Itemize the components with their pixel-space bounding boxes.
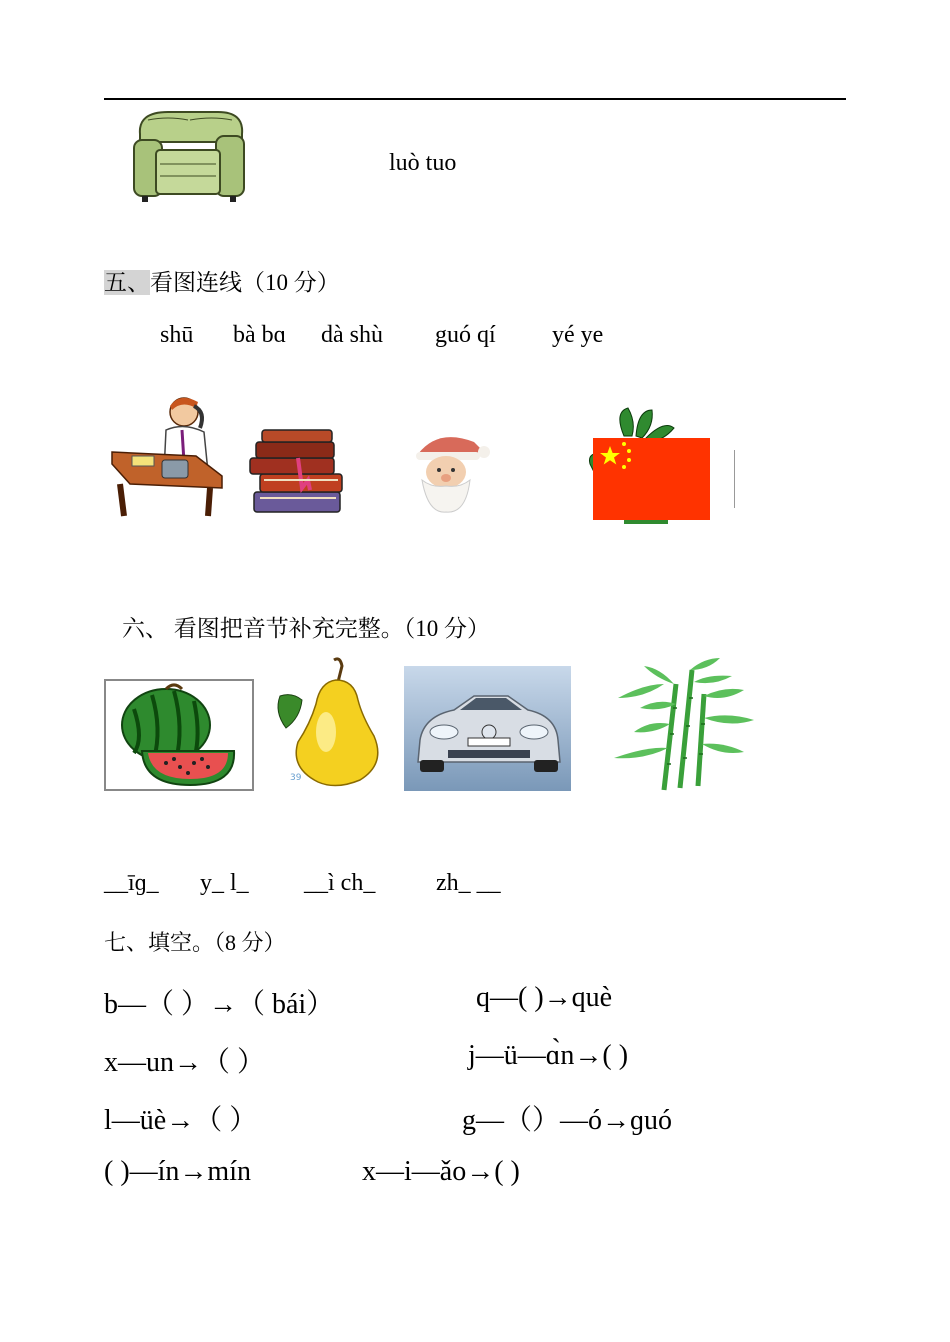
section6-heading: 六、 看图把音节补充完整。（10 分） <box>122 616 490 641</box>
blank-3: __ì ch_ <box>304 870 376 896</box>
word-3: dà shù <box>321 322 383 348</box>
section5-title: 看图连线（10 分） <box>150 270 340 295</box>
fill-row-4-right: x—i—ǎo→( ) <box>362 1156 520 1187</box>
books-image <box>246 428 350 520</box>
svg-text:39: 39 <box>290 773 302 783</box>
fill-row-2-right: j—ü—ɑ̀n→( ) <box>468 1040 629 1071</box>
section5-number: 五、 <box>104 270 150 295</box>
sofa-image <box>128 106 248 208</box>
word-5: yé ye <box>552 322 604 348</box>
bamboo-image <box>604 654 760 792</box>
grandpa-image <box>408 428 494 516</box>
word-4: guó qí <box>435 322 496 348</box>
section7-heading: 七、填空。（8 分） <box>104 930 286 955</box>
blank-4: zh_ __ <box>436 870 501 896</box>
flag-and-tree-image <box>584 406 736 526</box>
word-2: bà bɑ <box>233 322 287 348</box>
header-rule <box>104 98 846 100</box>
word-1: shū <box>160 322 194 348</box>
fill-row-1-right: q—( )→què <box>476 982 613 1013</box>
pear-image <box>270 656 386 790</box>
fill-row-4-left: ( )—ín→mín <box>104 1156 251 1187</box>
fill-row-1-left: b—（ ）→（ bái） <box>104 989 335 1020</box>
man-on-phone-image <box>110 392 228 520</box>
fill-row-3-right: g—（）—ó→ɡuó <box>462 1105 673 1136</box>
section5-heading <box>104 264 340 297</box>
blank-1: __īɡ_ <box>104 870 159 896</box>
top-pinyin: luò tuo <box>389 150 457 176</box>
blank-2: y_ l_ <box>200 870 249 896</box>
fill-row-3-left: l—üè→（ ） <box>104 1105 258 1136</box>
fill-row-2-left: x—un→（ ） <box>104 1047 266 1078</box>
watermelon-image <box>104 679 254 791</box>
car-image <box>404 666 571 791</box>
